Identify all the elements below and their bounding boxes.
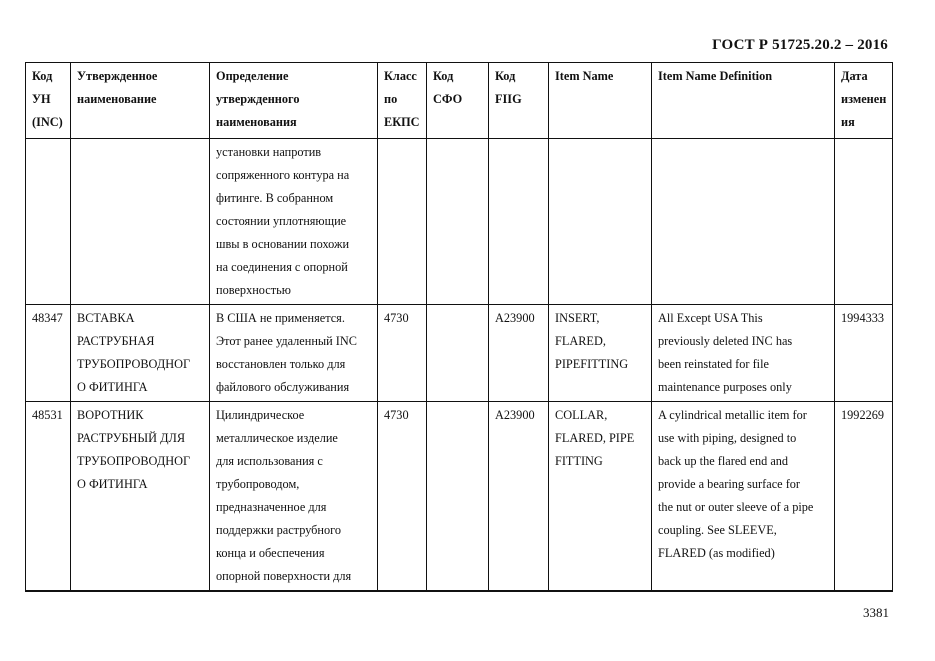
table-header-row [26,63,893,139]
cell-fiig: A23900 [489,305,549,402]
cell-item-name: INSERT, FLARED, PIPEFITTING [549,305,652,402]
cell-name [71,139,210,305]
cell-inc: 48347 [26,305,71,402]
page-number: 3381 [863,605,889,620]
cell-name: ВОРОТНИК РАСТРУБНЫЙ ДЛЯ ТРУБОПРОВОДНОГ О ФИТИНГА [71,402,210,592]
cell-date: 1994333 [835,305,893,402]
cell-inc: 48531 [26,402,71,592]
cell-name: ВСТАВКА РАСТРУБНАЯ ТРУБОПРОВОДНОГ О ФИТИНГА [71,305,210,402]
header-date: Дата изменен ия [835,63,893,139]
header-approved-name: Утвержденное наименование [71,63,210,139]
cell-date [835,139,893,305]
cell-sfo [427,305,489,402]
header-fiig: Код FIIG [489,63,549,139]
document-header: ГОСТ Р 51725.20.2 – 2016 [712,37,888,53]
table-row [26,402,893,592]
cell-fiig: A23900 [489,402,549,592]
header-sfo: Код СФО [427,63,489,139]
cell-definition: Цилиндрическое металлическое изделие для использования с трубопроводом, предназначенное для поддержки раструбного конца и обеспечения опорной поверхности для [210,402,378,592]
table-row [26,305,893,402]
cell-item-name: COLLAR, FLARED, PIPE FITTING [549,402,652,592]
table-row-continuation [26,139,893,305]
cell-class: 4730 [378,402,427,592]
cell-class: 4730 [378,305,427,402]
cell-class [378,139,427,305]
cell-item-definition: All Except USA This previously deleted INC has been reinstated for file maintenance purposes only [652,305,835,402]
cell-sfo [427,402,489,592]
cell-definition: установки напротив сопряженного контура на фитинге. В собранном состоянии уплотняющие швы в основании похожи на соединения с опорной поверхностью [210,139,378,305]
header-item-name-definition: Item Name Definition [652,63,835,139]
cell-date: 1992269 [835,402,893,592]
header-class: Класс по ЕКПС [378,63,427,139]
header-inc: Код УН (INC) [26,63,71,139]
cell-item-definition: A cylindrical metallic item for use with piping, designed to back up the flared end and provide a bearing surface for the nut or outer sleeve of a pipe coupling. See SLEEVE, FLARED (as modified) [652,402,835,592]
header-definition: Определение утвержденного наименования [210,63,378,139]
cell-inc [26,139,71,305]
cell-item-name [549,139,652,305]
header-item-name: Item Name [549,63,652,139]
catalog-table [25,62,893,592]
cell-fiig [489,139,549,305]
cell-definition: В США не применяется. Этот ранее удаленный INC восстановлен только для файлового обслуживания [210,305,378,402]
cell-item-definition [652,139,835,305]
cell-sfo [427,139,489,305]
